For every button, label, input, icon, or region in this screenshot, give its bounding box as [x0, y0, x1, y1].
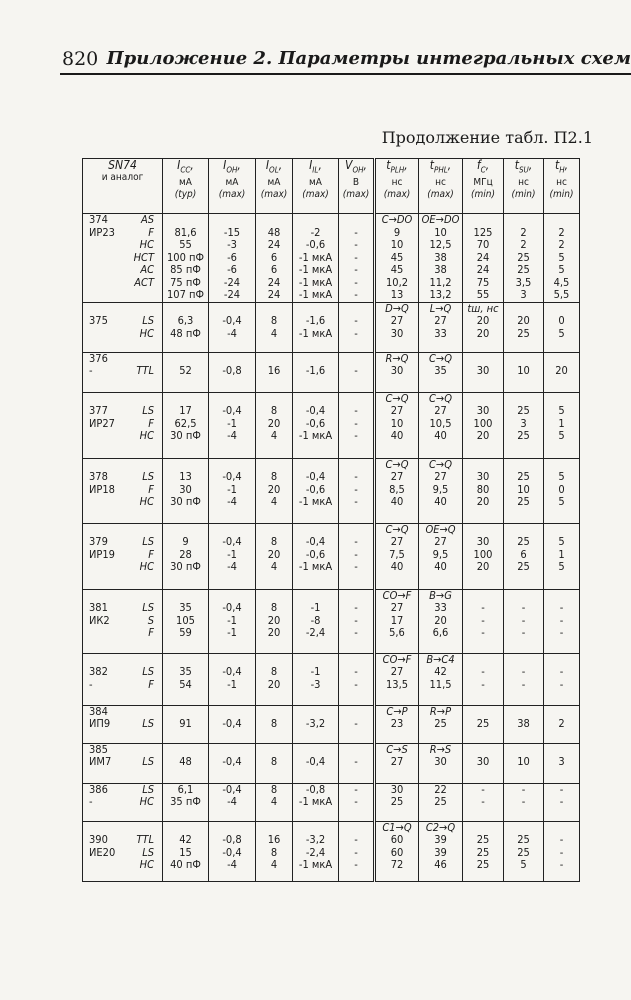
- value-cell-fc: 125 70 24 24 75 55: [463, 214, 504, 303]
- value-cell-icc: 91: [163, 705, 209, 743]
- value-cell-iol: 48 24 6 6 24 24: [256, 214, 293, 303]
- value-cell-tsu: 25 10 25: [504, 458, 544, 523]
- value-cell-iil: -1,6: [293, 352, 339, 392]
- value-cell-th: 20: [544, 352, 580, 392]
- value-cell-iil: -1 -3: [293, 653, 339, 705]
- value-cell-ioh: -0,4 -1: [209, 653, 256, 705]
- value-cell-icc: 35 54: [163, 653, 209, 705]
- value-cell-tplh: C1→Q 60 60 72: [375, 821, 419, 881]
- parameters-table: [82, 158, 580, 882]
- column-header: $I_{CC}$, мА (typ): [163, 159, 209, 214]
- column-header: $t_{PLH}$, нс (max): [375, 159, 419, 214]
- value-cell-ioh: -0,4: [209, 705, 256, 743]
- value-cell-iol: 8 20 4: [256, 392, 293, 458]
- table-row: [83, 653, 580, 705]
- value-cell-iil: -0,4 -0,6 -1 мкА: [293, 523, 339, 589]
- value-cell-fc: tш, нс 20 20: [463, 302, 504, 352]
- value-cell-voh: - - -: [339, 458, 375, 523]
- value-cell-icc: 52: [163, 352, 209, 392]
- chip-cell: 375 LS HC: [83, 302, 163, 352]
- value-cell-tphl: B→C4 42 11,5: [419, 653, 463, 705]
- table-row: [83, 352, 580, 392]
- value-cell-iil: -1 -8 -2,4: [293, 589, 339, 653]
- value-cell-ioh: -0,4 -4: [209, 783, 256, 821]
- chip-cell: 382 - LS F: [83, 653, 163, 705]
- value-cell-tplh: CO→F 27 13,5: [375, 653, 419, 705]
- value-cell-iil: -0,4 -0,6 -1 мкА: [293, 392, 339, 458]
- table-row: [83, 458, 580, 523]
- value-cell-icc: 13 30 30 пФ: [163, 458, 209, 523]
- value-cell-iol: 8: [256, 705, 293, 743]
- value-cell-fc: - - -: [463, 589, 504, 653]
- value-cell-iol: 16 8 4: [256, 821, 293, 881]
- table-row: [83, 214, 580, 303]
- value-cell-iol: 8: [256, 743, 293, 783]
- chip-cell: 381 ИК2 LS S F: [83, 589, 163, 653]
- value-cell-tsu: - - -: [504, 589, 544, 653]
- value-cell-iil: -0,4: [293, 743, 339, 783]
- chip-cell: 385 ИМ7 LS: [83, 743, 163, 783]
- value-cell-tsu: 38: [504, 705, 544, 743]
- value-cell-fc: 30: [463, 743, 504, 783]
- value-cell-ioh: -0,8 -0,4 -4: [209, 821, 256, 881]
- value-cell-tplh: R→Q 30: [375, 352, 419, 392]
- value-cell-icc: 17 62,5 30 пФ: [163, 392, 209, 458]
- column-header: $I_{IL}$, мА (max): [293, 159, 339, 214]
- value-cell-iol: 8 20 4: [256, 523, 293, 589]
- value-cell-tplh: 30 25: [375, 783, 419, 821]
- value-cell-tsu: - -: [504, 653, 544, 705]
- value-cell-iil: -0,8 -1 мкА: [293, 783, 339, 821]
- table-row: [83, 589, 580, 653]
- table-row: [83, 783, 580, 821]
- value-cell-ioh: -0,4 -4: [209, 302, 256, 352]
- value-cell-icc: 48: [163, 743, 209, 783]
- value-cell-ioh: -0,4 -1 -4: [209, 458, 256, 523]
- value-cell-tplh: C→P 23: [375, 705, 419, 743]
- header-rule: [60, 73, 631, 75]
- table-continuation-caption: Продолжение табл. П2.1: [381, 128, 593, 147]
- value-cell-iol: 8 20 20: [256, 589, 293, 653]
- value-cell-th: 5 0 5: [544, 458, 580, 523]
- value-cell-ioh: -15 -3 -6 -6 -24 -24: [209, 214, 256, 303]
- value-cell-th: 3: [544, 743, 580, 783]
- value-cell-fc: - -: [463, 653, 504, 705]
- column-header: $V_{OH}$, В (max): [339, 159, 375, 214]
- table-row: [83, 743, 580, 783]
- value-cell-th: 2 2 5 5 4,5 5,5: [544, 214, 580, 303]
- value-cell-iol: 8 4: [256, 302, 293, 352]
- value-cell-voh: -: [339, 705, 375, 743]
- value-cell-th: 2: [544, 705, 580, 743]
- value-cell-tphl: C→Q 27 10,5 40: [419, 392, 463, 458]
- value-cell-tphl: R→P 25: [419, 705, 463, 743]
- value-cell-tplh: C→Q 27 7,5 40: [375, 523, 419, 589]
- value-cell-tsu: 25 3 25: [504, 392, 544, 458]
- value-cell-tphl: R→S 30: [419, 743, 463, 783]
- value-cell-voh: -: [339, 743, 375, 783]
- value-cell-tplh: C→Q 27 8,5 40: [375, 458, 419, 523]
- value-cell-voh: - - -: [339, 821, 375, 881]
- value-cell-icc: 9 28 30 пФ: [163, 523, 209, 589]
- value-cell-fc: 30 80 20: [463, 458, 504, 523]
- value-cell-icc: 6,1 35 пФ: [163, 783, 209, 821]
- value-cell-voh: - -: [339, 653, 375, 705]
- table-row: [83, 523, 580, 589]
- value-cell-tphl: OE→Q 27 9,5 40: [419, 523, 463, 589]
- value-cell-iil: -1,6 -1 мкА: [293, 302, 339, 352]
- value-cell-fc: 30 100 20: [463, 392, 504, 458]
- value-cell-tphl: L→Q 27 33: [419, 302, 463, 352]
- value-cell-icc: 81,6 55 100 пФ 85 пФ 75 пФ 107 пФ: [163, 214, 209, 303]
- value-cell-tplh: C→S 27: [375, 743, 419, 783]
- value-cell-ioh: -0,4 -1 -1: [209, 589, 256, 653]
- chip-cell: 376 - TTL: [83, 352, 163, 392]
- running-title: Приложение 2. Параметры интегральных схем: [106, 48, 631, 69]
- column-header: $t_H$, нс (min): [544, 159, 580, 214]
- value-cell-iol: 8 20 4: [256, 458, 293, 523]
- column-header: SN74 и аналог: [83, 159, 163, 214]
- value-cell-voh: - - -: [339, 589, 375, 653]
- table-row: [83, 302, 580, 352]
- value-cell-voh: - - - - - -: [339, 214, 375, 303]
- value-cell-tphl: C2→Q 39 39 46: [419, 821, 463, 881]
- chip-cell: 379 ИР19 LS F HC: [83, 523, 163, 589]
- value-cell-th: - - -: [544, 589, 580, 653]
- chip-cell: 386 - LS HC: [83, 783, 163, 821]
- header-row: [83, 159, 580, 214]
- value-cell-ioh: -0,4 -1 -4: [209, 523, 256, 589]
- value-cell-tphl: OE→DO 10 12,5 38 38 11,2 13,2: [419, 214, 463, 303]
- value-cell-th: 0 5: [544, 302, 580, 352]
- value-cell-iol: 8 4: [256, 783, 293, 821]
- column-header: $I_{OL}$, мА (max): [256, 159, 293, 214]
- value-cell-iil: -0,4 -0,6 -1 мкА: [293, 458, 339, 523]
- value-cell-ioh: -0,4: [209, 743, 256, 783]
- chip-cell: 384 ИП9 LS: [83, 705, 163, 743]
- value-cell-iil: -3,2: [293, 705, 339, 743]
- value-cell-ioh: -0,8: [209, 352, 256, 392]
- value-cell-icc: 35 105 59: [163, 589, 209, 653]
- value-cell-th: - - -: [544, 821, 580, 881]
- value-cell-tsu: 10: [504, 352, 544, 392]
- value-cell-tsu: 25 6 25: [504, 523, 544, 589]
- column-header: $I_{OH}$, мА (max): [209, 159, 256, 214]
- value-cell-tsu: 10: [504, 743, 544, 783]
- value-cell-tphl: B→G 33 20 6,6: [419, 589, 463, 653]
- value-cell-tplh: D→Q 27 30: [375, 302, 419, 352]
- value-cell-iil: -3,2 -2,4 -1 мкА: [293, 821, 339, 881]
- value-cell-iol: 8 20: [256, 653, 293, 705]
- value-cell-voh: - - -: [339, 523, 375, 589]
- value-cell-tsu: 25 25 5: [504, 821, 544, 881]
- page-number: 820: [62, 48, 99, 70]
- value-cell-th: - -: [544, 783, 580, 821]
- chip-cell: 378 ИР18 LS F HC: [83, 458, 163, 523]
- value-cell-iol: 16: [256, 352, 293, 392]
- column-header: $f_C$, МГц (min): [463, 159, 504, 214]
- value-cell-fc: 30 100 20: [463, 523, 504, 589]
- value-cell-tphl: C→Q 35: [419, 352, 463, 392]
- value-cell-icc: 42 15 40 пФ: [163, 821, 209, 881]
- value-cell-th: - -: [544, 653, 580, 705]
- value-cell-th: 5 1 5: [544, 523, 580, 589]
- value-cell-voh: -: [339, 352, 375, 392]
- value-cell-voh: - -: [339, 302, 375, 352]
- table-row: [83, 821, 580, 881]
- value-cell-tsu: 2 2 25 25 3,5 3: [504, 214, 544, 303]
- value-cell-voh: - - -: [339, 392, 375, 458]
- chip-cell: 377 ИР27 LS F HC: [83, 392, 163, 458]
- chip-cell: 374 ИР23 AS F HC HCT AC ACT: [83, 214, 163, 303]
- value-cell-iil: -2 -0,6 -1 мкА -1 мкА -1 мкА -1 мкА: [293, 214, 339, 303]
- table-row: [83, 392, 580, 458]
- value-cell-tsu: - -: [504, 783, 544, 821]
- value-cell-voh: - -: [339, 783, 375, 821]
- value-cell-tplh: CO→F 27 17 5,6: [375, 589, 419, 653]
- value-cell-tphl: 22 25: [419, 783, 463, 821]
- value-cell-tsu: 20 25: [504, 302, 544, 352]
- value-cell-fc: 25: [463, 705, 504, 743]
- value-cell-fc: 30: [463, 352, 504, 392]
- value-cell-fc: - -: [463, 783, 504, 821]
- value-cell-th: 5 1 5: [544, 392, 580, 458]
- value-cell-tplh: C→DO 9 10 45 45 10,2 13: [375, 214, 419, 303]
- column-header: $t_{SU}$, нс (min): [504, 159, 544, 214]
- value-cell-tphl: C→Q 27 9,5 40: [419, 458, 463, 523]
- table-row: [83, 705, 580, 743]
- value-cell-icc: 6,3 48 пФ: [163, 302, 209, 352]
- value-cell-tplh: C→Q 27 10 40: [375, 392, 419, 458]
- value-cell-ioh: -0,4 -1 -4: [209, 392, 256, 458]
- value-cell-fc: 25 25 25: [463, 821, 504, 881]
- column-header: $t_{PHL}$, нс (max): [419, 159, 463, 214]
- chip-cell: 390 ИЕ20 TTL LS HC: [83, 821, 163, 881]
